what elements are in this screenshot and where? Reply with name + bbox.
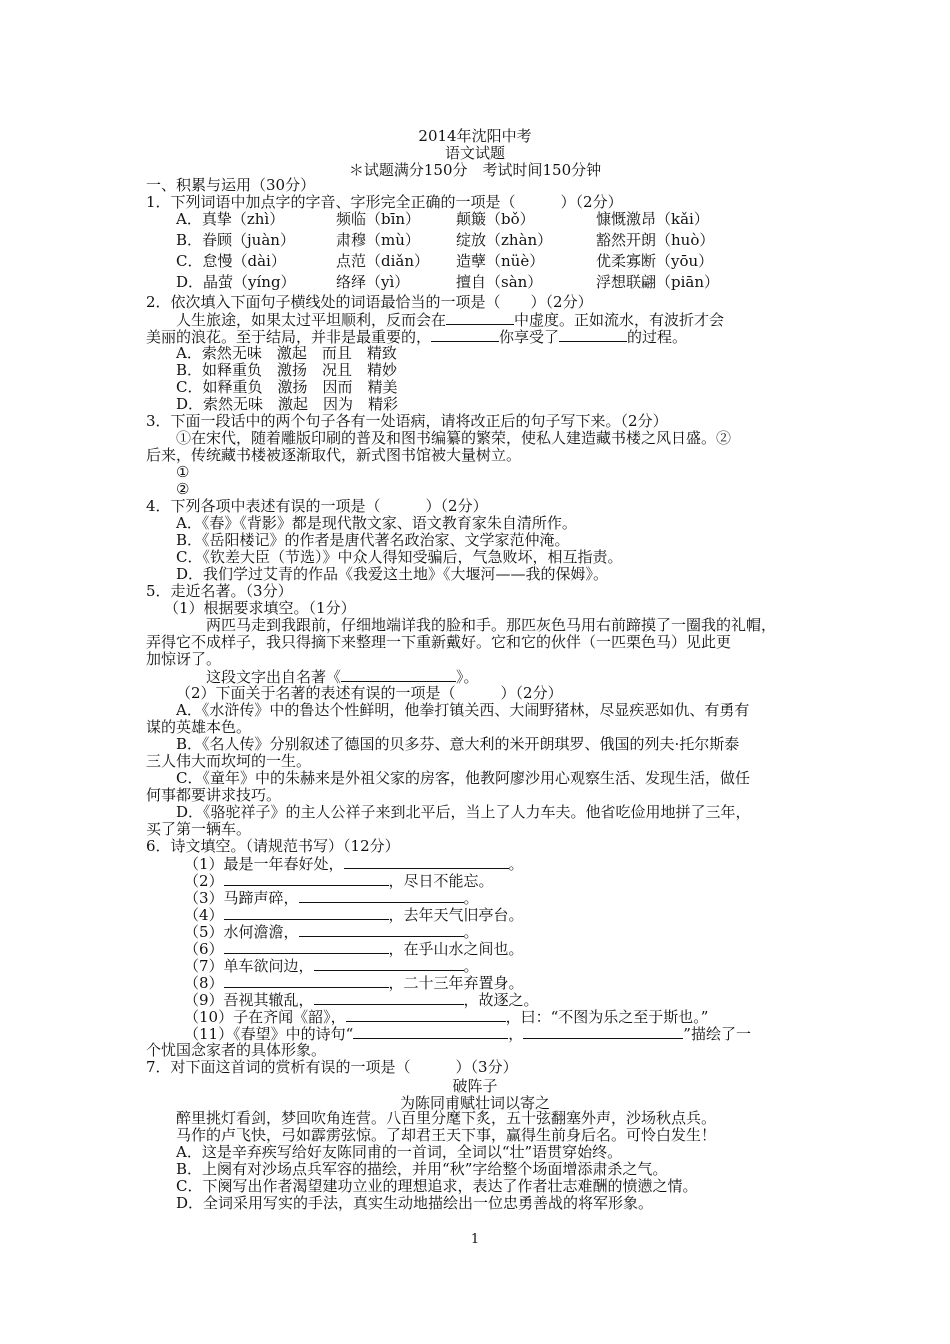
answer-blank[interactable] <box>431 327 499 342</box>
q1-d-4: 浮想联翩（piān） <box>596 273 720 291</box>
q5-passage-line-1: 两匹马走到我跟前，仔细地端详我的脸和手。那匹灰色马用右前蹄摸了一圈我的礼帽， <box>206 616 777 634</box>
answer-blank[interactable] <box>224 905 389 920</box>
answer-blank[interactable] <box>299 888 464 903</box>
q1-stem: 1．下列词语中加点字的字音、字形完全正确的一项是（ ）（2分） <box>146 193 623 211</box>
q5-option-b-line-2: 三人伟大而坎坷的一生。 <box>146 752 312 770</box>
q7-option-b: B．上阕有对沙场点兵军容的描绘，并用“秋”字给整个场面增添肃杀之气。 <box>176 1160 668 1178</box>
q6-text: ，尽日不能忘。 <box>388 872 494 890</box>
q4-option-a: A．《春》《背影》都是现代散文家、语文教育家朱自清所作。 <box>176 514 577 532</box>
q5-option-d-line-1: D．《骆驼祥子》的主人公祥子来到北平后，当上了人力车夫。他省吃俭用地拼了三年， <box>176 803 751 821</box>
q6-text: 。 <box>463 923 479 941</box>
q2-stem: 2．依次填入下面句子横线处的词语最恰当的一项是（ ）（2分） <box>146 293 593 311</box>
q6-item-11-line-2: 个忧国念家者的具体形象。 <box>146 1041 327 1059</box>
q7-option-a: A．这是辛弃疾写给好友陈同甫的一首词，全词以“壮”语贯穿始终。 <box>176 1143 623 1161</box>
q6-text: （1）最是一年春好处， <box>184 855 344 873</box>
q1-c-1: C．怠慢（dài） <box>176 252 286 270</box>
q1-b-4: 豁然开朗（huò） <box>596 231 715 249</box>
section-heading: 一、积累与运用（30分） <box>146 176 316 194</box>
answer-blank[interactable] <box>353 1024 508 1039</box>
q4-option-d: D．我们学过艾青的作品《我爱这土地》《大堰河——我的保姆》。 <box>176 565 609 583</box>
q5-option-c-line-1: C．《童年》中的朱赫来是外祖父家的房客，他教阿廖沙用心观察生活、发现生活，做任 <box>176 769 750 787</box>
q5-option-a-line-1: A．《水浒传》中的鲁达个性鲜明，他拳打镇关西、大闹野猪林，尽显疾恶如仇、有勇有 <box>176 701 750 719</box>
q3-passage-line-1: ①在宋代，随着雕版印刷的普及和图书编纂的繁荣，使私人建造藏书楼之风日盛。② <box>176 429 732 447</box>
q7-option-c: C．下阕写出作者渴望建功立业的理想追求，表达了作者壮志难酬的愤懑之情。 <box>176 1177 698 1195</box>
q7-stem: 7．对下面这首词的赏析有误的一项是（ ）（3分） <box>146 1058 518 1076</box>
q6-text: （11）《春望》中的诗句“ <box>184 1025 354 1043</box>
q1-option-a <box>176 210 709 228</box>
q1-option-d <box>176 273 719 291</box>
q5-text: 这段文字出自名著《 <box>206 668 342 686</box>
q1-c-4: 优柔寡断（yōu） <box>596 252 714 270</box>
answer-blank[interactable] <box>341 667 456 682</box>
q5-option-c-line-2: 何事都要讲求技巧。 <box>146 786 282 804</box>
q5-text: 》。 <box>456 668 479 686</box>
q3-passage-line-2: 后来，传统藏书楼被逐渐取代，新式图书馆被大量树立。 <box>146 446 522 464</box>
q5-sub-2: （2）下面关于名著的表述有误的一项是（ ）（2分） <box>176 684 563 702</box>
q6-text: 。 <box>463 957 479 975</box>
q2-text: 人生旅途，如果太过平坦顺利，反而会在 <box>176 311 447 329</box>
q1-a-2: 频临（bīn） <box>336 210 421 228</box>
q4-option-c: C．《钦差大臣（节选）》中众人得知受骗后，气急败坏，相互指责。 <box>176 548 623 566</box>
q5-stem: 5．走近名著。（3分） <box>146 582 293 600</box>
q6-text: （10）子在齐闻《韶》， <box>184 1008 346 1026</box>
answer-blank[interactable] <box>224 973 389 988</box>
q6-text: （7）单车欲问边， <box>184 957 314 975</box>
q1-c-3: 造孽（nüè） <box>456 252 545 270</box>
q6-text: ， <box>508 1025 524 1043</box>
answer-blank[interactable] <box>314 956 464 971</box>
exam-title: 2014年沈阳中考 <box>418 127 532 145</box>
q5-passage-line-2: 弄得它不成样子，我只得摘下来整理一下重新戴好。它和它的伙伴（一匹栗色马）见此更 <box>146 633 732 651</box>
poem-line-1: 醉里挑灯看剑，梦回吹角连营。八百里分麾下炙，五十弦翻塞外声，沙场秋点兵。 <box>176 1109 717 1127</box>
q3-answer-2[interactable]: ② <box>176 480 190 498</box>
poem-title: 破阵子 <box>452 1077 498 1095</box>
exam-subtitle: 语文试题 <box>444 144 505 162</box>
q1-option-c <box>176 252 713 270</box>
q5-option-b-line-1: B．《名人传》分别叙述了德国的贝多芬、意大利的米开朗琪罗、俄国的列夫·托尔斯泰 <box>176 735 740 753</box>
q1-option-b <box>176 231 714 249</box>
answer-blank[interactable] <box>346 1007 506 1022</box>
q6-text: （4） <box>184 906 224 924</box>
q6-stem: 6．诗文填空。（请规范书写）（12分） <box>146 837 400 855</box>
q3-answer-1[interactable]: ① <box>176 463 190 481</box>
q1-d-2: 络绎（yì） <box>336 273 410 291</box>
answer-blank[interactable] <box>224 939 389 954</box>
q1-a-4: 慷慨激昂（kǎi） <box>596 210 709 228</box>
q1-a-3: 颠簸（bǒ） <box>456 210 535 228</box>
q6-text: ，在乎山水之间也。 <box>388 940 524 958</box>
q6-text: （3）马蹄声碎， <box>184 889 299 907</box>
q2-option-d: D．索然无味 激起 因为 精彩 <box>176 395 399 413</box>
answer-blank[interactable] <box>523 1024 683 1039</box>
q6-text: 。 <box>508 855 524 873</box>
q5-sub-1: （1）根据要求填空。（1分） <box>164 599 356 617</box>
q3-stem: 3．下面一段话中的两个句子各有一处语病，请将改正后的句子写下来。（2分） <box>146 412 668 430</box>
q5-passage-line-3: 加惊讶了。 <box>146 650 222 668</box>
q6-text: （2） <box>184 872 224 890</box>
q1-b-2: 肃穆（mù） <box>336 231 420 249</box>
q1-b-3: 绽放（zhàn） <box>456 231 553 249</box>
answer-blank[interactable] <box>559 327 627 342</box>
q1-d-1: D．晶萤（yíng） <box>176 273 296 291</box>
q1-b-1: B．眷顾（juàn） <box>176 231 295 249</box>
q5-option-a-line-2: 谋的英雄本色。 <box>146 718 252 736</box>
q1-c-2: 点范（diǎn） <box>336 252 430 270</box>
q6-text: ”描绘了一 <box>683 1025 751 1043</box>
q2-option-a: A．索然无味 激起 而且 精致 <box>176 344 397 362</box>
poem-subtitle: 为陈同甫赋壮词以寄之 <box>399 1094 550 1112</box>
exam-info: ＊试题满分150分 考试时间150分钟 <box>348 161 602 179</box>
poem-line-2: 马作的卢飞快，弓如霹雳弦惊。了却君王天下事，赢得生前身后名。可怜白发生！ <box>176 1126 717 1144</box>
page-number: 1 <box>470 1232 480 1247</box>
q6-text: （9）吾视其辙乱， <box>184 991 314 1009</box>
q2-option-b: B．如释重负 激扬 况且 精妙 <box>176 361 398 379</box>
q6-text: ，曰：“不图为乐之至于斯也。” <box>505 1008 709 1026</box>
answer-blank[interactable] <box>299 922 464 937</box>
answer-blank[interactable] <box>314 990 464 1005</box>
q2-text: 中虚度。正如流水，有波折才会 <box>514 311 725 329</box>
q5-option-d-line-2: 买了第一辆车。 <box>146 820 252 838</box>
q6-text: ，去年天气旧亭台。 <box>388 906 524 924</box>
answer-blank[interactable] <box>224 871 389 886</box>
q2-option-c: C．如释重负 激扬 因而 精美 <box>176 378 398 396</box>
q4-option-b: B．《岳阳楼记》的作者是唐代著名政治家、文学家范仲淹。 <box>176 531 570 549</box>
q2-text: 你享受了 <box>499 328 560 346</box>
q1-a-1: A．真挚（zhì） <box>176 210 285 228</box>
q6-text: ，二十三年弃置身。 <box>388 974 524 992</box>
q2-text: 美丽的浪花。至于结局，并非是最重要的， <box>146 328 432 346</box>
q1-d-3: 擅自（sàn） <box>456 273 543 291</box>
q6-text: （8） <box>184 974 224 992</box>
q4-stem: 4．下列各项中表述有误的一项是（ ）（2分） <box>146 497 488 515</box>
q6-text: （6） <box>184 940 224 958</box>
answer-blank[interactable] <box>446 310 514 325</box>
answer-blank[interactable] <box>344 854 509 869</box>
q6-text: ，故逐之。 <box>463 991 539 1009</box>
q6-text: 。 <box>463 889 479 907</box>
q2-text: 的过程。 <box>627 328 688 346</box>
q7-option-d: D．全词采用写实的手法，真实生动地描绘出一位忠勇善战的将军形象。 <box>176 1194 654 1212</box>
q6-text: （5）水何澹澹， <box>184 923 299 941</box>
